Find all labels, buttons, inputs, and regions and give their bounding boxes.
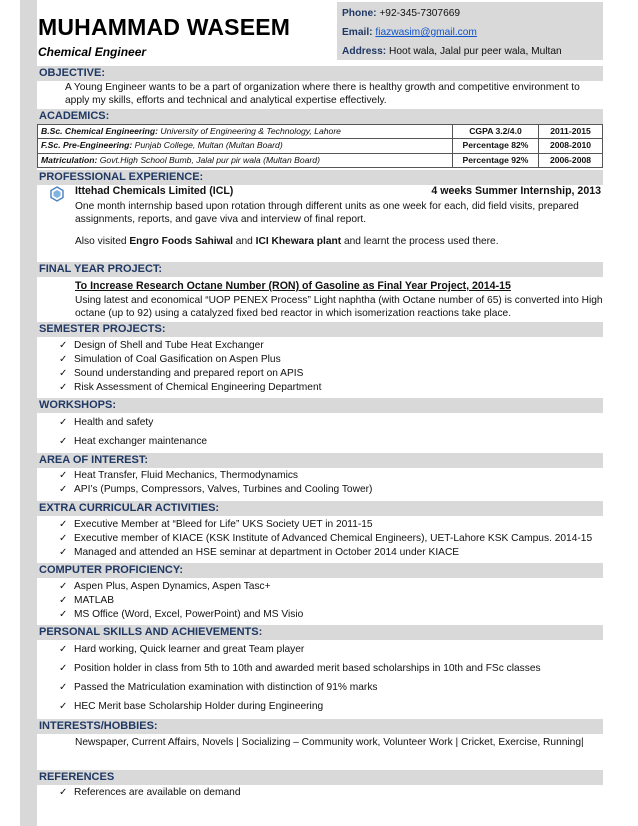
- address-label: Address:: [342, 46, 387, 57]
- computer-heading: COMPUTER PROFICIENCY:: [37, 563, 603, 578]
- list-item: [59, 659, 603, 678]
- academics-score-cell: Percentage 92%: [453, 153, 539, 167]
- internship-duration: 4 weeks Summer Internship, 2013: [431, 185, 601, 198]
- check-icon: ✓: [59, 663, 68, 674]
- hobbies-text: Newspaper, Current Affairs, Novels | Socializing – Community work, Volunteer Work | Cricket, Exercise, Running|: [75, 737, 584, 748]
- left-margin-bar: [20, 0, 37, 826]
- list-item: [59, 483, 603, 497]
- list-item-text: Passed the Matriculation examination with distinction of 91% marks: [74, 682, 378, 693]
- extra-list: [37, 518, 603, 560]
- list-item: [59, 532, 603, 546]
- final-project-title: To Increase Research Octane Number (RON) of Gasoline as Final Year Project, 2014-15: [75, 280, 511, 293]
- check-icon: ✓: [59, 354, 68, 365]
- address-value: Hoot wala, Jalal pur peer wala, Multan: [386, 46, 562, 57]
- list-item: [59, 469, 603, 483]
- email-line: [342, 23, 598, 42]
- phone-line: [342, 4, 598, 23]
- visit-engro: Engro Foods Sahiwal: [129, 236, 233, 248]
- list-item: [59, 786, 603, 800]
- degree-name: B.Sc. Chemical Engineering:: [41, 126, 158, 136]
- list-item-text: Managed and attended an HSE seminar at department in October 2014 under KIACE: [74, 547, 460, 558]
- experience-visits: [37, 235, 603, 262]
- academics-years-cell: 2006-2008: [539, 153, 603, 167]
- list-item: [59, 678, 603, 697]
- list-item-text: Heat Transfer, Fluid Mechanics, Thermodynamics: [74, 470, 299, 481]
- check-icon: ✓: [59, 382, 68, 393]
- company-name: Ittehad Chemicals Limited (ICL): [75, 185, 234, 198]
- visit-text-e: and learnt the process used there.: [341, 236, 499, 248]
- academics-score-cell: CGPA 3.2/4.0: [453, 125, 539, 139]
- academics-years-cell: 2008-2010: [539, 139, 603, 153]
- check-icon: ✓: [59, 484, 68, 495]
- list-item: [59, 580, 603, 594]
- list-item-text: Aspen Plus, Aspen Dynamics, Aspen Tasc+: [74, 581, 271, 592]
- list-item: [59, 608, 603, 622]
- list-item-text: Hard working, Quick learner and great Team player: [74, 644, 305, 655]
- list-item: [59, 353, 603, 367]
- check-icon: ✓: [59, 368, 68, 379]
- list-item: [59, 546, 603, 560]
- check-icon: ✓: [59, 787, 68, 798]
- email-link[interactable]: fiazwasim@gmail.com: [375, 27, 477, 38]
- academics-heading: ACADEMICS:: [37, 109, 603, 124]
- final-project-description: Using latest and economical “UOP PENEX Process” Light naphtha (with Octane number of 65) is converted into High octane (up to 92) using a catalyzed fixed bed reactor in which isomerization reactions take place.: [75, 295, 603, 320]
- check-icon: ✓: [59, 644, 68, 655]
- list-item: [59, 432, 603, 451]
- final-project-heading: FINAL YEAR PROJECT:: [37, 262, 603, 277]
- objective-text: A Young Engineer wants to be a part of organization where there is healthy growth and competitive environment to apply my skills, efforts and technical and analytical expertise effectively.: [65, 82, 580, 107]
- academics-row: [38, 139, 603, 153]
- list-item-text: Health and safety: [74, 417, 154, 428]
- references-heading: REFERENCES: [37, 770, 603, 785]
- references-section: [37, 770, 603, 800]
- institution-name: Punjab College, Multan (Multan Board): [132, 140, 283, 151]
- list-item-text: MATLAB: [74, 595, 115, 606]
- list-item: [59, 697, 603, 716]
- phone-label: Phone:: [342, 8, 377, 19]
- objective-heading: OBJECTIVE:: [37, 66, 603, 81]
- check-icon: ✓: [59, 417, 68, 428]
- list-item-text: Heat exchanger maintenance: [74, 436, 208, 447]
- list-item-text: Sound understanding and prepared report on APIS: [74, 368, 304, 379]
- list-item: [59, 518, 603, 532]
- semester-heading: SEMESTER PROJECTS:: [37, 322, 603, 337]
- list-item: [59, 339, 603, 353]
- check-icon: ✓: [59, 547, 68, 558]
- list-item-text: Simulation of Coal Gasification on Aspen Plus: [74, 354, 281, 365]
- skills-list: [37, 640, 603, 716]
- phone-value: +92-345-7307669: [376, 8, 461, 19]
- resume-header: [37, 0, 603, 66]
- visit-text-a: Also visited: [75, 236, 130, 248]
- list-item: [59, 413, 603, 432]
- check-icon: ✓: [59, 609, 68, 620]
- list-item-text: MS Office (Word, Excel, PowerPoint) and MS Visio: [74, 609, 304, 620]
- academics-row: [38, 153, 603, 167]
- extra-heading: EXTRA CURRICULAR ACTIVITIES:: [37, 501, 603, 516]
- check-icon: ✓: [59, 581, 68, 592]
- experience-heading: PROFESSIONAL EXPERIENCE:: [37, 170, 603, 185]
- address-line: [342, 42, 598, 61]
- academics-score-cell: Percentage 82%: [453, 139, 539, 153]
- institution-name: University of Engineering & Technology, Lahore: [158, 126, 341, 136]
- check-icon: ✓: [59, 436, 68, 447]
- check-icon: ✓: [59, 595, 68, 606]
- computer-list: [37, 580, 603, 622]
- references-list: [37, 786, 603, 800]
- academics-table: [37, 124, 603, 168]
- academics-degree-cell: [38, 125, 453, 139]
- interest-list: [37, 469, 603, 497]
- check-icon: ✓: [59, 533, 68, 544]
- list-item-text: API’s (Pumps, Compressors, Valves, Turbines and Cooling Tower): [74, 484, 373, 495]
- visit-ici: ICI Khewara plant: [255, 236, 342, 248]
- check-icon: ✓: [59, 470, 68, 481]
- list-item-text: Position holder in class from 5th to 10th and awarded merit based scholarships in 10th and FSc classes: [74, 663, 541, 674]
- list-item: [59, 367, 603, 381]
- contact-box: [337, 2, 603, 60]
- list-item-text: Design of Shell and Tube Heat Exchanger: [74, 340, 264, 351]
- academics-row: [38, 125, 603, 139]
- workshops-list: [37, 413, 603, 451]
- experience-header: [37, 185, 603, 200]
- list-item: [59, 594, 603, 608]
- academics-years-cell: 2011-2015: [539, 125, 603, 139]
- list-item-text: Executive member of KIACE (KSK Institute of Advanced Chemical Engineers), UET-Lahore KSK Campus. 2014-15: [74, 533, 593, 544]
- list-item-text: Executive Member at “Bleed for Life” UKS Society UET in 2011-15: [74, 519, 373, 530]
- hobbies-heading: INTERESTS/HOBBIES:: [37, 719, 603, 734]
- skills-heading: PERSONAL SKILLS AND ACHIEVEMENTS:: [37, 625, 603, 640]
- interest-heading: AREA OF INTEREST:: [37, 453, 603, 468]
- academics-degree-cell: [38, 153, 453, 167]
- check-icon: ✓: [59, 340, 68, 351]
- list-item-text: HEC Merit base Scholarship Holder during Engineering: [74, 701, 324, 712]
- visit-text-c: and: [232, 236, 256, 248]
- check-icon: ✓: [59, 519, 68, 530]
- experience-description: One month internship based upon rotation through different units as one week for each, did field visits, prepared assignments, reports, and gave viva and interview of final report.: [75, 201, 579, 226]
- resume-page: [37, 0, 603, 798]
- academics-degree-cell: [38, 139, 453, 153]
- institution-name: Govt.High School Bumb, Jalal pur pir wala (Multan Board): [97, 154, 320, 165]
- email-label: Email:: [342, 27, 373, 38]
- list-item: [59, 640, 603, 659]
- check-icon: ✓: [59, 682, 68, 693]
- list-item: [59, 381, 603, 395]
- candidate-role: Chemical Engineer: [38, 45, 147, 59]
- workshops-heading: WORKSHOPS:: [37, 398, 603, 413]
- semester-list: [37, 339, 603, 395]
- list-item-text: References are available on demand: [74, 787, 241, 798]
- check-icon: ✓: [59, 701, 68, 712]
- degree-name: Matriculation:: [41, 154, 98, 165]
- candidate-name: MUHAMMAD WASEEM: [38, 14, 291, 40]
- degree-name: F.Sc. Pre-Engineering:: [41, 140, 133, 151]
- icl-logo-icon: [49, 186, 65, 202]
- list-item-text: Risk Assessment of Chemical Engineering Department: [74, 382, 322, 393]
